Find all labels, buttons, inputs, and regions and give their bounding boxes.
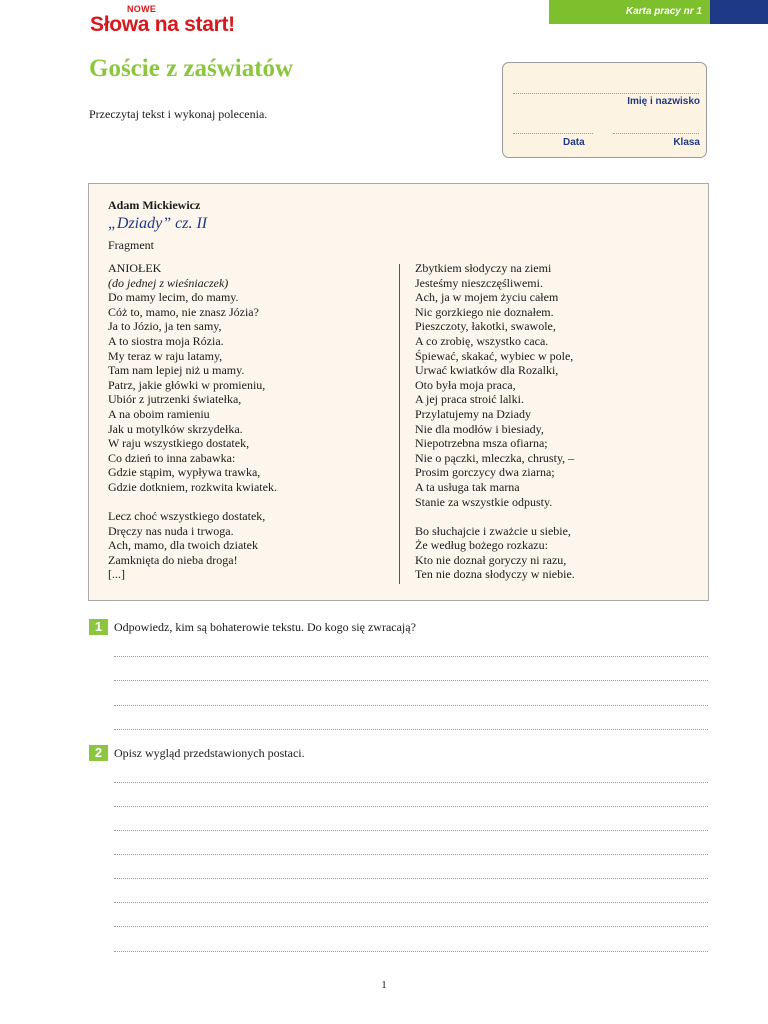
stanza-break (108, 495, 388, 510)
class-label: Klasa (673, 137, 700, 148)
author-name: Adam Mickiewicz (108, 198, 201, 212)
poem-left-column (108, 261, 388, 582)
worksheet-label: Karta pracy nr 1 (625, 6, 702, 17)
poem-line: Oto była moja praca, (415, 377, 516, 392)
poem-line: Niepotrzebna msza ofiarna; (415, 436, 548, 451)
stanza-break (415, 509, 695, 524)
instruction-text: Przeczytaj tekst i wykonaj polecenia. (89, 107, 268, 121)
answer-line[interactable] (114, 878, 708, 879)
answer-line[interactable] (114, 902, 708, 903)
poem-line: Gdzie dotkniem, rozkwita kwiatek. (108, 479, 277, 494)
answer-line[interactable] (114, 782, 708, 783)
page-number: 1 (381, 979, 387, 991)
answer-line[interactable] (114, 705, 708, 706)
poem-line: Bo słuchajcie i zważcie u siebie, (415, 523, 571, 538)
poem-line: Nie o pączki, mleczka, chrusty, – (415, 450, 575, 465)
logo-main-text: Słowa na start! (90, 13, 235, 36)
poem-line: [...] (108, 567, 125, 582)
answer-line[interactable] (114, 854, 708, 855)
task-prompt: Odpowiedz, kim są bohaterowie tekstu. Do kogo się zwracają? (114, 620, 416, 634)
poem-line: Kto nie doznał goryczy ni razu, (415, 552, 567, 567)
poem-line: Ach, mamo, dla twoich dziatek (108, 538, 258, 553)
worksheet-tab (549, 0, 710, 24)
column-divider (399, 264, 400, 584)
publisher-logo (90, 4, 235, 36)
poem-line: Dręczy nas nuda i trwoga. (108, 523, 234, 538)
poem-box (88, 183, 709, 601)
date-label: Data (563, 137, 585, 148)
poem-line: Tam nam lepiej niż u mamy. (108, 363, 245, 378)
poem-line: Urwać kwiatków dla Rozalki, (415, 363, 559, 378)
answer-line[interactable] (114, 951, 708, 952)
poem-line: Jak u motylków skrzydełka. (108, 421, 243, 436)
poem-line: Ubiór z jutrzenki światełka, (108, 392, 242, 407)
poem-line: Lecz choć wszystkiego dostatek, (108, 509, 266, 524)
answer-line[interactable] (114, 806, 708, 807)
poem-line: My teraz w raju latamy, (108, 348, 223, 363)
poem-line: Patrz, jakie główki w promieniu, (108, 377, 266, 392)
poem-line: Śpiewać, skakać, wybiec w pole, (415, 348, 574, 363)
poem-line: Ten nie dozna słodyczy w niebie. (415, 567, 575, 582)
poem-line: Ach, ja w mojem życiu całem (415, 290, 559, 305)
answer-line[interactable] (114, 680, 708, 681)
poem-line: A jej praca stroić lalki. (415, 392, 524, 407)
class-line[interactable] (613, 133, 699, 134)
poem-line: Nie dla modłów i biesiady, (415, 421, 544, 436)
task-prompt: Opisz wygląd przedstawionych postaci. (114, 746, 305, 760)
poem-line: W raju wszystkiego dostatek, (108, 436, 250, 451)
poem-line: Przylatujemy na Dziady (415, 406, 531, 421)
name-label: Imię i nazwisko (627, 96, 700, 107)
poem-line: A ta usługa tak marna (415, 479, 520, 494)
date-line[interactable] (513, 133, 593, 134)
poem-line: Co dzień to inna zabawka: (108, 450, 236, 465)
poem-line: Ja to Józio, ja ten samy, (108, 319, 222, 334)
poem-right-column (415, 261, 695, 582)
poem-line: Nic gorzkiego nie doznałem. (415, 304, 554, 319)
logo-small-text: NOWE (127, 4, 157, 14)
poem-line: Gdzie stąpim, wypływa trawka, (108, 465, 261, 480)
poem-line: A co zrobię, wszystko caca. (415, 333, 549, 348)
work-title: „Dziady” cz. II (108, 215, 208, 232)
poem-line: A na oboim ramieniu (108, 406, 210, 421)
poem-line: ANIOŁEK (108, 261, 162, 275)
answer-line[interactable] (114, 830, 708, 831)
poem-line: Jesteśmy nieszczęśliwemi. (415, 275, 543, 290)
task-number-badge: 1 (89, 619, 108, 635)
poem-line: Pieszczoty, łakotki, swawole, (415, 319, 556, 334)
poem-line: Zbytkiem słodyczy na ziemi (415, 261, 552, 275)
answer-line[interactable] (114, 926, 708, 927)
poem-line: Cóż to, mamo, nie znasz Józia? (108, 304, 259, 319)
poem-line: (do jednej z wieśniaczek) (108, 275, 229, 290)
poem-line: Do mamy lecim, do mamy. (108, 290, 239, 305)
task-number-badge: 2 (89, 745, 108, 761)
answer-line[interactable] (114, 729, 708, 730)
student-info-box (502, 62, 707, 158)
name-line[interactable] (513, 93, 699, 94)
fragment-label: Fragment (108, 238, 154, 252)
header-accent-bar (710, 0, 768, 24)
poem-line: Prosim gorczycy dwa ziarna; (415, 465, 555, 480)
poem-line: A to siostra moja Rózia. (108, 333, 224, 348)
page-title: Goście z zaświatów (89, 55, 294, 82)
answer-line[interactable] (114, 656, 708, 657)
poem-line: Że według bożego rozkazu: (415, 538, 548, 553)
poem-line: Zamknięta do nieba droga! (108, 552, 238, 567)
poem-line: Stanie za wszystkie odpusty. (415, 494, 553, 509)
